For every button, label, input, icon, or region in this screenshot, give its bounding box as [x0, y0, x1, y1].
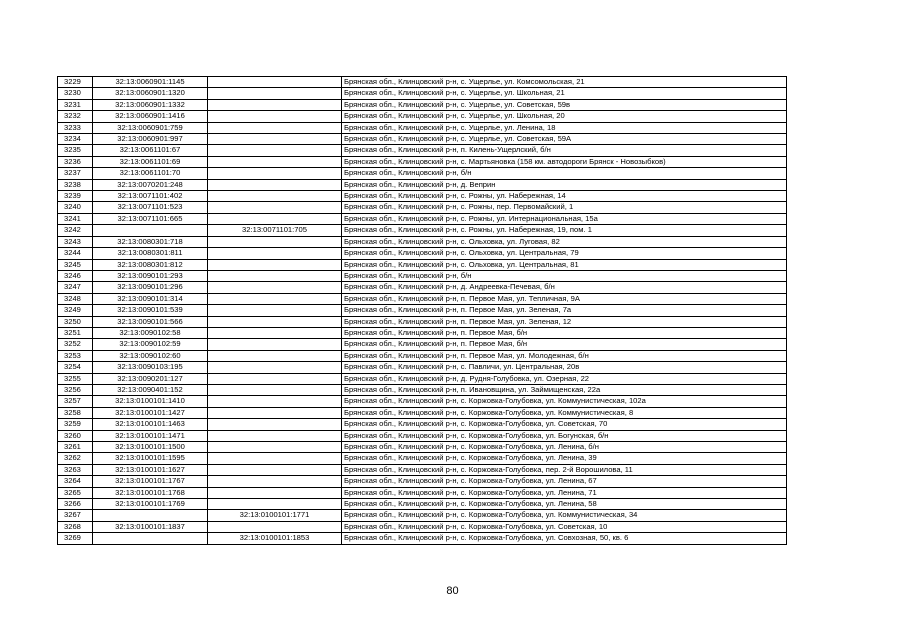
- address-cell: Брянская обл., Клинцовский р-н, с. Мартьяновка (158 км. автодороги Брянск - Новозыбков): [342, 156, 787, 167]
- cadastral-number-cell: 32:13:0090102:59: [93, 339, 208, 350]
- cadastral-number-alt-cell: [208, 168, 342, 179]
- row-number-cell: 3266: [58, 499, 93, 510]
- cadastral-number-cell: 32:13:0100101:1768: [93, 487, 208, 498]
- row-number-cell: 3269: [58, 533, 93, 544]
- cadastral-number-cell: 32:13:0090102:60: [93, 350, 208, 361]
- address-cell: Брянская обл., Клинцовский р-н, с. Ущерлье, ул. Комсомольская, 21: [342, 77, 787, 88]
- address-cell: Брянская обл., Клинцовский р-н, с. Ольховка, ул. Луговая, 82: [342, 236, 787, 247]
- cadastral-number-cell: 32:13:0061101:69: [93, 156, 208, 167]
- cadastral-number-cell: 32:13:0090401:152: [93, 384, 208, 395]
- row-number-cell: 3259: [58, 419, 93, 430]
- row-number-cell: 3256: [58, 384, 93, 395]
- row-number-cell: 3254: [58, 362, 93, 373]
- row-number-cell: 3243: [58, 236, 93, 247]
- address-cell: Брянская обл., Клинцовский р-н, с. Рожны, ул. Интернациональная, 15а: [342, 213, 787, 224]
- address-cell: Брянская обл., Клинцовский р-н, с. Коржовка-Голубовка, ул. Богунская, б/н: [342, 430, 787, 441]
- table-row: [58, 464, 787, 475]
- table-row: [58, 145, 787, 156]
- cadastral-number-alt-cell: [208, 248, 342, 259]
- address-cell: Брянская обл., Клинцовский р-н, п. Ивановщина, ул. Займищенская, 22а: [342, 384, 787, 395]
- table-row: [58, 499, 787, 510]
- address-cell: Брянская обл., Клинцовский р-н, с. Ольховка, ул. Центральная, 79: [342, 248, 787, 259]
- cadastral-number-alt-cell: [208, 464, 342, 475]
- row-number-cell: 3242: [58, 225, 93, 236]
- table-row: [58, 122, 787, 133]
- row-number-cell: 3246: [58, 270, 93, 281]
- table-row: [58, 134, 787, 145]
- address-cell: Брянская обл., Клинцовский р-н, с. Рожны, пер. Первомайский, 1: [342, 202, 787, 213]
- cadastral-number-alt-cell: [208, 499, 342, 510]
- cadastral-number-cell: 32:13:0061101:67: [93, 145, 208, 156]
- table-row: [58, 236, 787, 247]
- cadastral-number-cell: 32:13:0060901:1332: [93, 99, 208, 110]
- table-row: [58, 213, 787, 224]
- cadastral-number-alt-cell: [208, 521, 342, 532]
- table-row: [58, 430, 787, 441]
- table-row: [58, 293, 787, 304]
- cadastral-number-alt-cell: [208, 442, 342, 453]
- cadastral-number-cell: 32:13:0090201:127: [93, 373, 208, 384]
- cadastral-number-cell: 32:13:0080301:812: [93, 259, 208, 270]
- cadastral-number-alt-cell: [208, 111, 342, 122]
- table-row: [58, 225, 787, 236]
- row-number-cell: 3260: [58, 430, 93, 441]
- address-cell: Брянская обл., Клинцовский р-н, с. Коржовка-Голубовка, ул. Ленина, 67: [342, 476, 787, 487]
- property-table-body: [58, 77, 787, 545]
- table-row: [58, 384, 787, 395]
- cadastral-number-cell: 32:13:0090103:195: [93, 362, 208, 373]
- cadastral-number-cell: 32:13:0090101:314: [93, 293, 208, 304]
- address-cell: Брянская обл., Клинцовский р-н, п. Первое Мая, ул. Зеленая, 7а: [342, 305, 787, 316]
- cadastral-number-cell: 32:13:0100101:1410: [93, 396, 208, 407]
- table-row: [58, 259, 787, 270]
- cadastral-number-cell: 32:13:0100101:1769: [93, 499, 208, 510]
- row-number-cell: 3249: [58, 305, 93, 316]
- address-cell: Брянская обл., Клинцовский р-н, с. Рожны, ул. Набережная, 19, пом. 1: [342, 225, 787, 236]
- cadastral-number-cell: 32:13:0100101:1627: [93, 464, 208, 475]
- table-row: [58, 510, 787, 521]
- cadastral-number-cell: 32:13:0060901:759: [93, 122, 208, 133]
- page-number: 80: [446, 585, 459, 597]
- address-cell: Брянская обл., Клинцовский р-н, с. Ущерлье, ул. Школьная, 20: [342, 111, 787, 122]
- address-cell: Брянская обл., Клинцовский р-н, с. Ольховка, ул. Центральная, 81: [342, 259, 787, 270]
- row-number-cell: 3267: [58, 510, 93, 521]
- table-row: [58, 282, 787, 293]
- address-cell: Брянская обл., Клинцовский р-н, п. Первое Мая, б/н: [342, 327, 787, 338]
- cadastral-number-cell: 32:13:0060901:1320: [93, 88, 208, 99]
- row-number-cell: 3248: [58, 293, 93, 304]
- cadastral-number-cell: 32:13:0090101:296: [93, 282, 208, 293]
- cadastral-number-alt-cell: [208, 202, 342, 213]
- cadastral-number-alt-cell: [208, 270, 342, 281]
- address-cell: Брянская обл., Клинцовский р-н, с. Ущерлье, ул. Ленина, 18: [342, 122, 787, 133]
- cadastral-number-cell: 32:13:0090102:58: [93, 327, 208, 338]
- cadastral-number-alt-cell: [208, 396, 342, 407]
- cadastral-number-cell: 32:13:0100101:1427: [93, 407, 208, 418]
- cadastral-number-cell: 32:13:0100101:1595: [93, 453, 208, 464]
- cadastral-number-alt-cell: [208, 384, 342, 395]
- cadastral-number-cell: 32:13:0060901:997: [93, 134, 208, 145]
- cadastral-number-cell: 32:13:0071101:523: [93, 202, 208, 213]
- address-cell: Брянская обл., Клинцовский р-н, п. Первое Мая, ул. Тепличная, 9А: [342, 293, 787, 304]
- table-row: [58, 362, 787, 373]
- address-cell: Брянская обл., Клинцовский р-н, п. Первое Мая, ул. Зеленая, 12: [342, 316, 787, 327]
- row-number-cell: 3231: [58, 99, 93, 110]
- cadastral-number-cell: 32:13:0060901:1416: [93, 111, 208, 122]
- address-cell: Брянская обл., Клинцовский р-н, п. Первое Мая, б/н: [342, 339, 787, 350]
- row-number-cell: 3235: [58, 145, 93, 156]
- cadastral-number-cell: 32:13:0060901:1145: [93, 77, 208, 88]
- address-cell: Брянская обл., Клинцовский р-н, с. Коржовка-Голубовка, ул. Советская, 10: [342, 521, 787, 532]
- cadastral-number-alt-cell: [208, 316, 342, 327]
- property-table: [57, 76, 787, 545]
- row-number-cell: 3247: [58, 282, 93, 293]
- row-number-cell: 3252: [58, 339, 93, 350]
- cadastral-number-alt-cell: [208, 487, 342, 498]
- table-row: [58, 316, 787, 327]
- address-cell: Брянская обл., Клинцовский р-н, с. Павличи, ул. Центральная, 20в: [342, 362, 787, 373]
- table-row: [58, 373, 787, 384]
- table-row: [58, 476, 787, 487]
- address-cell: Брянская обл., Клинцовский р-н, с. Коржовка-Голубовка, ул. Совхозная, 50, кв. 6: [342, 533, 787, 544]
- table-row: [58, 179, 787, 190]
- address-cell: Брянская обл., Клинцовский р-н, с. Коржовка-Голубовка, пер. 2-й Ворошилова, 11: [342, 464, 787, 475]
- row-number-cell: 3233: [58, 122, 93, 133]
- cadastral-number-cell: 32:13:0090101:566: [93, 316, 208, 327]
- cadastral-number-cell: [93, 225, 208, 236]
- address-cell: Брянская обл., Клинцовский р-н, п. Килень-Ущерлский, б/н: [342, 145, 787, 156]
- cadastral-number-alt-cell: [208, 293, 342, 304]
- cadastral-number-alt-cell: [208, 156, 342, 167]
- row-number-cell: 3239: [58, 191, 93, 202]
- address-cell: Брянская обл., Клинцовский р-н, д. Рудня-Голубовка, ул. Озерная, 22: [342, 373, 787, 384]
- table-row: [58, 168, 787, 179]
- cadastral-number-alt-cell: [208, 145, 342, 156]
- cadastral-number-alt-cell: [208, 213, 342, 224]
- cadastral-number-alt-cell: [208, 362, 342, 373]
- row-number-cell: 3240: [58, 202, 93, 213]
- cadastral-number-cell: 32:13:0090101:539: [93, 305, 208, 316]
- address-cell: Брянская обл., Клинцовский р-н, с. Ущерлье, ул. Советская, 59в: [342, 99, 787, 110]
- address-cell: Брянская обл., Клинцовский р-н, с. Коржовка-Голубовка, ул. Коммунистическая, 102а: [342, 396, 787, 407]
- address-cell: Брянская обл., Клинцовский р-н, д. Веприн: [342, 179, 787, 190]
- table-row: [58, 419, 787, 430]
- address-cell: Брянская обл., Клинцовский р-н, д. Андреевка-Печевая, б/н: [342, 282, 787, 293]
- address-cell: Брянская обл., Клинцовский р-н, п. Первое Мая, ул. Молодежная, б/н: [342, 350, 787, 361]
- row-number-cell: 3250: [58, 316, 93, 327]
- row-number-cell: 3255: [58, 373, 93, 384]
- cadastral-number-alt-cell: [208, 88, 342, 99]
- cadastral-number-alt-cell: 32:13:0100101:1853: [208, 533, 342, 544]
- cadastral-number-cell: 32:13:0100101:1837: [93, 521, 208, 532]
- table-row: [58, 88, 787, 99]
- address-cell: Брянская обл., Клинцовский р-н, с. Коржовка-Голубовка, ул. Ленина, б/н: [342, 442, 787, 453]
- cadastral-number-alt-cell: [208, 430, 342, 441]
- row-number-cell: 3258: [58, 407, 93, 418]
- table-row: [58, 487, 787, 498]
- cadastral-number-alt-cell: [208, 339, 342, 350]
- row-number-cell: 3237: [58, 168, 93, 179]
- row-number-cell: 3245: [58, 259, 93, 270]
- cadastral-number-cell: 32:13:0090101:293: [93, 270, 208, 281]
- cadastral-number-alt-cell: [208, 327, 342, 338]
- address-cell: Брянская обл., Клинцовский р-н, с. Коржовка-Голубовка, ул. Ленина, 71: [342, 487, 787, 498]
- cadastral-number-cell: 32:13:0100101:1500: [93, 442, 208, 453]
- cadastral-number-alt-cell: [208, 305, 342, 316]
- cadastral-number-alt-cell: 32:13:0100101:1771: [208, 510, 342, 521]
- table-row: [58, 407, 787, 418]
- table-row: [58, 442, 787, 453]
- cadastral-number-alt-cell: [208, 373, 342, 384]
- address-cell: Брянская обл., Клинцовский р-н, с. Коржовка-Голубовка, ул. Советская, 70: [342, 419, 787, 430]
- cadastral-number-cell: 32:13:0080301:718: [93, 236, 208, 247]
- table-row: [58, 521, 787, 532]
- cadastral-number-cell: 32:13:0080301:811: [93, 248, 208, 259]
- cadastral-number-alt-cell: [208, 407, 342, 418]
- table-row: [58, 305, 787, 316]
- table-row: [58, 350, 787, 361]
- cadastral-number-alt-cell: [208, 99, 342, 110]
- table-row: [58, 533, 787, 544]
- cadastral-number-alt-cell: [208, 134, 342, 145]
- table-row: [58, 111, 787, 122]
- table-row: [58, 453, 787, 464]
- row-number-cell: 3261: [58, 442, 93, 453]
- row-number-cell: 3264: [58, 476, 93, 487]
- cadastral-number-cell: 32:13:0100101:1767: [93, 476, 208, 487]
- address-cell: Брянская обл., Клинцовский р-н, с. Ущерлье, ул. Школьная, 21: [342, 88, 787, 99]
- cadastral-number-alt-cell: [208, 122, 342, 133]
- address-cell: Брянская обл., Клинцовский р-н, с. Коржовка-Голубовка, ул. Коммунистическая, 34: [342, 510, 787, 521]
- cadastral-number-alt-cell: [208, 350, 342, 361]
- cadastral-number-cell: 32:13:0061101:70: [93, 168, 208, 179]
- row-number-cell: 3244: [58, 248, 93, 259]
- row-number-cell: 3257: [58, 396, 93, 407]
- cadastral-number-alt-cell: [208, 236, 342, 247]
- row-number-cell: 3262: [58, 453, 93, 464]
- cadastral-number-alt-cell: [208, 259, 342, 270]
- table-row: [58, 99, 787, 110]
- cadastral-number-alt-cell: [208, 77, 342, 88]
- table-row: [58, 396, 787, 407]
- row-number-cell: 3236: [58, 156, 93, 167]
- row-number-cell: 3238: [58, 179, 93, 190]
- cadastral-number-cell: [93, 533, 208, 544]
- table-row: [58, 327, 787, 338]
- row-number-cell: 3265: [58, 487, 93, 498]
- cadastral-number-alt-cell: [208, 179, 342, 190]
- row-number-cell: 3229: [58, 77, 93, 88]
- table-row: [58, 77, 787, 88]
- table-row: [58, 339, 787, 350]
- row-number-cell: 3241: [58, 213, 93, 224]
- cadastral-number-cell: 32:13:0071101:665: [93, 213, 208, 224]
- row-number-cell: 3230: [58, 88, 93, 99]
- address-cell: Брянская обл., Клинцовский р-н, с. Коржовка-Голубовка, ул. Коммунистическая, 8: [342, 407, 787, 418]
- cadastral-number-alt-cell: [208, 282, 342, 293]
- address-cell: Брянская обл., Клинцовский р-н, с. Коржовка-Голубовка, ул. Ленина, 39: [342, 453, 787, 464]
- cadastral-number-cell: 32:13:0070201:248: [93, 179, 208, 190]
- row-number-cell: 3232: [58, 111, 93, 122]
- table-row: [58, 191, 787, 202]
- row-number-cell: 3263: [58, 464, 93, 475]
- row-number-cell: 3268: [58, 521, 93, 532]
- cadastral-number-cell: 32:13:0100101:1463: [93, 419, 208, 430]
- cadastral-number-cell: 32:13:0071101:402: [93, 191, 208, 202]
- cadastral-number-alt-cell: [208, 476, 342, 487]
- row-number-cell: 3234: [58, 134, 93, 145]
- address-cell: Брянская обл., Клинцовский р-н, б/н: [342, 270, 787, 281]
- table-row: [58, 156, 787, 167]
- row-number-cell: 3251: [58, 327, 93, 338]
- row-number-cell: 3253: [58, 350, 93, 361]
- table-row: [58, 270, 787, 281]
- cadastral-number-alt-cell: [208, 453, 342, 464]
- cadastral-number-cell: 32:13:0100101:1471: [93, 430, 208, 441]
- table-row: [58, 248, 787, 259]
- address-cell: Брянская обл., Клинцовский р-н, с. Коржовка-Голубовка, ул. Ленина, 58: [342, 499, 787, 510]
- address-cell: Брянская обл., Клинцовский р-н, б/н: [342, 168, 787, 179]
- table-row: [58, 202, 787, 213]
- address-cell: Брянская обл., Клинцовский р-н, с. Ущерлье, ул. Советская, 59А: [342, 134, 787, 145]
- cadastral-number-alt-cell: [208, 191, 342, 202]
- cadastral-number-alt-cell: [208, 419, 342, 430]
- address-cell: Брянская обл., Клинцовский р-н, с. Рожны, ул. Набережная, 14: [342, 191, 787, 202]
- cadastral-number-alt-cell: 32:13:0071101:705: [208, 225, 342, 236]
- cadastral-number-cell: [93, 510, 208, 521]
